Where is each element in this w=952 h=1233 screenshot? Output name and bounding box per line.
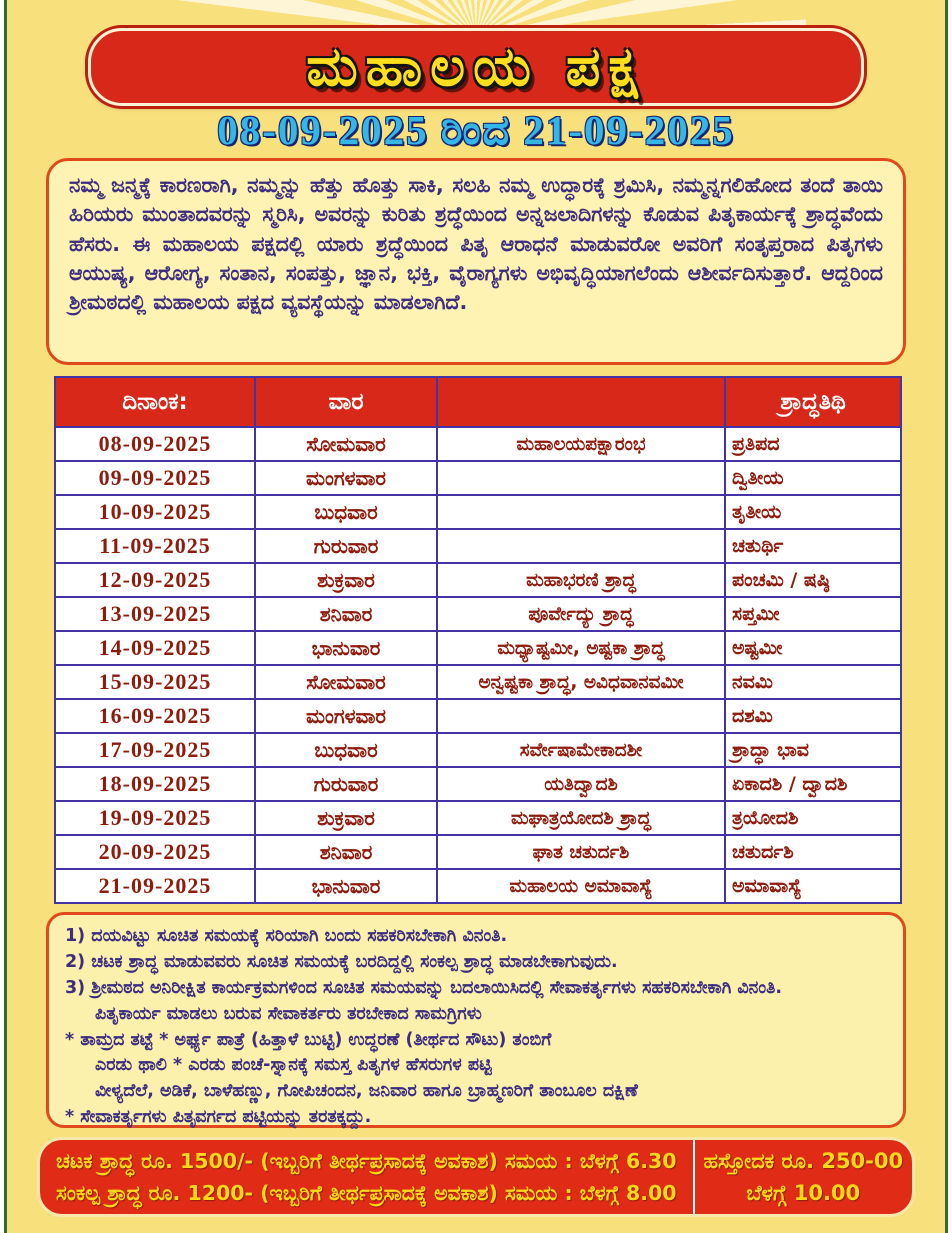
header-cell-day: ವಾರ — [255, 377, 437, 427]
table-row — [55, 835, 901, 869]
cell-day: ಬುಧವಾರ — [255, 733, 437, 767]
cell-tithi: ಚತುರ್ದಶಿ — [725, 835, 901, 869]
cell-date: 12-09-2025 — [55, 563, 255, 597]
cell-event: ಮಘಾತ್ರಯೋದಶಿ ಶ್ರಾದ್ಧ — [437, 801, 725, 835]
cell-event — [437, 699, 725, 733]
cell-tithi: ಸಪ್ತಮೀ — [725, 597, 901, 631]
page-border-left — [4, 0, 7, 1233]
cell-date: 10-09-2025 — [55, 495, 255, 529]
cell-tithi: ದ್ವಿತೀಯ — [725, 461, 901, 495]
cell-date: 11-09-2025 — [55, 529, 255, 563]
cell-tithi: ಶ್ರಾದ್ಧಾ ಭಾವ — [725, 733, 901, 767]
cell-day: ಗುರುವಾರ — [255, 767, 437, 801]
page-border-right — [945, 0, 948, 1233]
cell-date: 08-09-2025 — [55, 427, 255, 461]
cell-event — [437, 529, 725, 563]
cell-date: 16-09-2025 — [55, 699, 255, 733]
table-row — [55, 801, 901, 835]
cell-tithi: ದಶಮಿ — [725, 699, 901, 733]
cell-tithi: ತ್ರಯೋದಶಿ — [725, 801, 901, 835]
note-line: * ತಾಮ್ರದ ತಟ್ಟೆ * ಅರ್ಘ್ಯ ಪಾತ್ರೆ (ಹಿತ್ತಾಳೆ ಬುಟ್ಟಿ) ಉದ್ಧರಣೆ (ತೀರ್ಥದ ಸೌಟು) ತಂಬಿಗೆ — [65, 1029, 552, 1050]
footer-price-section — [40, 1140, 695, 1214]
cell-event — [437, 461, 725, 495]
table-row — [55, 495, 901, 529]
note-line: * ಸೇವಾಕರ್ತೃಗಳು ಪಿತೃವರ್ಗದ ಪಟ್ಟಿಯನ್ನು ತರತಕ್ಕದ್ದು. — [65, 1107, 372, 1128]
cell-date: 09-09-2025 — [55, 461, 255, 495]
cell-tithi: ಪ್ರತಿಪದ — [725, 427, 901, 461]
cell-date: 19-09-2025 — [55, 801, 255, 835]
table-row — [55, 597, 901, 631]
hastodaka-price-line: ಹಸ್ತೋದಕ ರೂ. 250-00 — [703, 1148, 904, 1173]
cell-date: 18-09-2025 — [55, 767, 255, 801]
cell-day: ಗುರುವಾರ — [255, 529, 437, 563]
cell-date: 13-09-2025 — [55, 597, 255, 631]
footer-banner — [40, 1140, 912, 1214]
table-row — [55, 699, 901, 733]
table-row — [55, 563, 901, 597]
header-cell-tithi: ಶ್ರಾದ್ಧತಿಥಿ — [725, 377, 901, 427]
cell-event: ಮಧ್ಯಾಷ್ಟಮೀ, ಅಷ್ಟಕಾ ಶ್ರಾದ್ಧ — [437, 631, 725, 665]
cell-day: ಶುಕ್ರವಾರ — [255, 563, 437, 597]
cell-tithi: ನವಮಿ — [725, 665, 901, 699]
table-row — [55, 665, 901, 699]
notes-box — [46, 912, 906, 1128]
sankalpa-shraddha-price-line: ಸಂಕಲ್ಪ ಶ್ರಾದ್ಧ ರೂ. 1200- (ಇಬ್ಬರಿಗೆ ತೀರ್ಥಪ್ರಸಾದಕ್ಕೆ ಅವಕಾಶ) ಸಮಯ : ಬೆಳಗ್ಗೆ 8.00 — [56, 1180, 677, 1205]
cell-day: ಭಾನುವಾರ — [255, 869, 437, 903]
table-row — [55, 461, 901, 495]
cell-tithi: ತೃತೀಯ — [725, 495, 901, 529]
cell-day: ಸೋಮವಾರ — [255, 665, 437, 699]
note-line: ಪಿತೃಕಾರ್ಯ ಮಾಡಲು ಬರುವ ಸೇವಾಕರ್ತರು ತರಬೇಕಾದ ಸಾಮಗ್ರಿಗಳು — [95, 1003, 482, 1024]
intro-box — [46, 158, 906, 365]
page-margin-right — [948, 0, 952, 1233]
cell-day: ಭಾನುವಾರ — [255, 631, 437, 665]
cell-event: ಮಹಾಲಯ ಅಮಾವಾಸ್ಯೆ — [437, 869, 725, 903]
cell-date: 17-09-2025 — [55, 733, 255, 767]
cell-date: 20-09-2025 — [55, 835, 255, 869]
cell-date: 21-09-2025 — [55, 869, 255, 903]
cell-event: ಪೂರ್ವೇದ್ಯು ಶ್ರಾದ್ಧ — [437, 597, 725, 631]
date-range: 08-09-2025 ರಿಂದ 21-09-2025 — [217, 107, 735, 153]
cell-day: ಶನಿವಾರ — [255, 597, 437, 631]
table-header-row — [55, 377, 901, 427]
cell-tithi: ಪಂಚಮಿ / ಷಷ್ಠಿ — [725, 563, 901, 597]
intro-text: ನಮ್ಮ ಜನ್ಮಕ್ಕೆ ಕಾರಣರಾಗಿ, ನಮ್ಮನ್ನು ಹೆತ್ತು ಹೊತ್ತು ಸಾಕಿ, ಸಲಹಿ ನಮ್ಮ ಉದ್ಧಾರಕ್ಕೆ ಶ್ರಮಿಸಿ, ನಮ್ಮನ್ನಗಲಿಹೋದ ತಂದೆ ತಾಯಿ ಹಿರಿಯರು ಮುಂತಾದವರನ್ನು ಸ್ಮರಿಸಿ, ಅವರನ್ನು ಕುರಿತು ಶ್ರದ್ಧೆಯಿಂದ ಅನ್ನಜಲಾದಿಗಳನ್ನು ಕೊಡುವ ಪಿತೃಕಾರ್ಯಕ್ಕೆ ಶ್ರಾದ್ಧವೆಂದು ಹೆಸರು. ಈ ಮಹಾಲಯ ಪಕ್ಷದಲ್ಲಿ ಯಾರು ಶ್ರದ್ಧೆಯಿಂದ ಪಿತೃ ಆರಾಧನೆ ಮಾಡುವರೋ ಅವರಿಗೆ ಸಂತೃಪ್ತರಾದ ಪಿತೃಗಳು ಆಯುಷ್ಯ, ಆರೋಗ್ಯ, ಸಂತಾನ, ಸಂಪತ್ತು, ಜ್ಞಾನ, ಭಕ್ತಿ, ವೈರಾಗ್ಯಗಳು ಅಭಿವೃದ್ಧಿಯಾಗಲೆಂದು ಆಶೀರ್ವದಿಸುತ್ತಾರೆ. ಆದ್ದರಿಂದ ಶ್ರೀಮಠದಲ್ಲಿ ಮಹಾಲಯ ಪಕ್ಷದ ವ್ಯವಸ್ಥೆಯನ್ನು ಮಾಡಲಾಗಿದೆ. — [69, 173, 883, 315]
cell-tithi: ಚತುರ್ಥಿ — [725, 529, 901, 563]
cell-tithi: ಏಕಾದಶಿ / ದ್ವಾದಶಿ — [725, 767, 901, 801]
cell-event: ಘಾತ ಚತುರ್ದಶಿ — [437, 835, 725, 869]
header-cell-event — [437, 377, 725, 427]
cell-event: ಅನ್ವಷ್ಟಕಾ ಶ್ರಾದ್ಧ, ಅವಿಧವಾನವಮೀ — [437, 665, 725, 699]
cell-event: ಮಹಾಭರಣಿ ಶ್ರಾದ್ಧ — [437, 563, 725, 597]
table-row — [55, 767, 901, 801]
cell-event: ಯತಿದ್ವಾದಶಿ — [437, 767, 725, 801]
note-line: 1) ದಯವಿಟ್ಟು ಸೂಚಿತ ಸಮಯಕ್ಕೆ ಸರಿಯಾಗಿ ಬಂದು ಸಹಕರಿಸಬೇಕಾಗಿ ವಿನಂತಿ. — [65, 926, 508, 946]
cell-day: ಸೋಮವಾರ — [255, 427, 437, 461]
cell-day: ಮಂಗಳವಾರ — [255, 461, 437, 495]
cell-date: 14-09-2025 — [55, 631, 255, 665]
table-row — [55, 427, 901, 461]
cell-tithi: ಅಷ್ಟಮೀ — [725, 631, 901, 665]
cell-event: ಸರ್ವೇಷಾಮೇಕಾದಶೀ — [437, 733, 725, 767]
cell-date: 15-09-2025 — [55, 665, 255, 699]
hastodaka-section — [695, 1140, 912, 1214]
cell-day: ಬುಧವಾರ — [255, 495, 437, 529]
cell-day: ಶನಿವಾರ — [255, 835, 437, 869]
table-row — [55, 733, 901, 767]
note-line: 2) ಚಟಕ ಶ್ರಾದ್ಧ ಮಾಡುವವರು ಸೂಚಿತ ಸಮಯಕ್ಕೆ ಬರದಿದ್ದಲ್ಲಿ ಸಂಕಲ್ಪ ಶ್ರಾದ್ಧ ಮಾಡಬೇಕಾಗುವುದು. — [65, 951, 618, 972]
note-line: ಎರಡು ಥಾಲಿ * ಎರಡು ಪಂಚೆ-ಸ್ನಾನಕ್ಕೆ ಸಮಸ್ತ ಪಿತೃಗಳ ಹೆಸರುಗಳ ಪಟ್ಟಿ — [95, 1055, 492, 1076]
table-row — [55, 869, 901, 903]
chataka-shraddha-price-line: ಚಟಕ ಶ್ರಾದ್ಧ ರೂ. 1500/- (ಇಬ್ಬರಿಗೆ ತೀರ್ಥಪ್ರಸಾದಕ್ಕೆ ಅವಕಾಶ) ಸಮಯ : ಬೆಳಗ್ಗೆ 6.30 — [56, 1148, 677, 1173]
cell-day: ಶುಕ್ರವಾರ — [255, 801, 437, 835]
schedule-table — [54, 376, 902, 904]
header-cell-date: ದಿನಾಂಕ: — [55, 377, 255, 427]
title-banner — [88, 28, 864, 106]
cell-tithi: ಅಮಾವಾಸ್ಯೆ — [725, 869, 901, 903]
table-row — [55, 529, 901, 563]
note-line: ವೀಳ್ಯದೆಲೆ, ಅಡಿಕೆ, ಬಾಳೆಹಣ್ಣು, ಗೋಪಿಚಂದನ, ಜನಿವಾರ ಹಾಗೂ ಬ್ರಾಹ್ಮಣರಿಗೆ ತಾಂಬೂಲ ದಕ್ಷಿಣೆ — [95, 1081, 638, 1102]
page-title: ಮಹಾಲಯ ಪಕ್ಷ — [306, 35, 646, 98]
hastodaka-time-line: ಬೆಳಗ್ಗೆ 10.00 — [746, 1180, 861, 1205]
cell-event — [437, 495, 725, 529]
table-row — [55, 631, 901, 665]
cell-day: ಮಂಗಳವಾರ — [255, 699, 437, 733]
note-line: 3) ಶ್ರೀಮಠದ ಅನಿರೀಕ್ಷಿತ ಕಾರ್ಯಕ್ರಮಗಳಿಂದ ಸೂಚಿತ ಸಮಯವನ್ನು ಬದಲಾಯಿಸಿದಲ್ಲಿ ಸೇವಾಕರ್ತೃಗಳು ಸಹಕರಿಸಬೇಕಾಗಿ ವಿನಂತಿ. — [65, 977, 783, 998]
cell-event: ಮಹಾಲಯಪಕ್ಷಾರಂಭ — [437, 427, 725, 461]
